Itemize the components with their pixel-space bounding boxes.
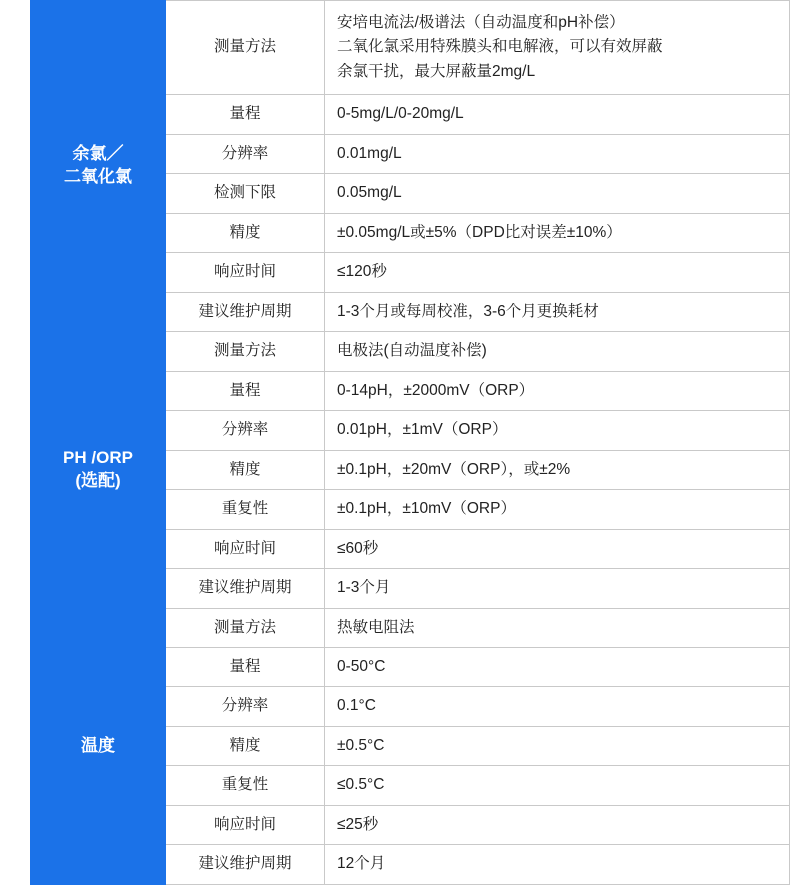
parameter-name: 精度	[166, 726, 325, 765]
parameter-value	[325, 174, 790, 213]
parameter-value-line: ±0.1pH，±20mV（ORP），或±2%	[337, 460, 571, 478]
parameter-value-line: 0.05mg/L	[337, 184, 402, 202]
specification-table	[30, 0, 790, 885]
parameter-value	[325, 95, 790, 134]
parameter-name: 响应时间	[166, 253, 325, 292]
parameter-name: 量程	[166, 648, 325, 687]
parameter-name: 检测下限	[166, 174, 325, 213]
parameter-value-line: 0-50°C	[337, 658, 386, 676]
parameter-name: 重复性	[166, 490, 325, 529]
group-label	[31, 608, 166, 884]
table-row	[31, 608, 790, 647]
parameter-name: 建议维护周期	[166, 292, 325, 331]
parameter-name: 测量方法	[166, 608, 325, 647]
parameter-value-line: 热敏电阻法	[337, 618, 415, 636]
parameter-value	[325, 490, 790, 529]
parameter-value	[325, 726, 790, 765]
parameter-value-line: ≤25秒	[337, 815, 379, 833]
parameter-value-line: 0.01pH，±1mV（ORP）	[337, 421, 508, 439]
parameter-value	[325, 253, 790, 292]
parameter-value	[325, 845, 790, 884]
parameter-value-line: 1-3个月或每周校准，3-6个月更换耗材	[337, 302, 599, 320]
group-label-line: PH /ORP	[63, 447, 133, 467]
parameter-value-line: 1-3个月	[337, 579, 391, 597]
parameter-name: 响应时间	[166, 529, 325, 568]
parameter-value-line: 二氧化氯采用特殊膜头和电解液，可以有效屏蔽	[337, 38, 663, 56]
parameter-value-line: ±0.1pH，±10mV（ORP）	[337, 500, 516, 518]
parameter-value	[325, 569, 790, 608]
group-label-line: (选配)	[75, 470, 121, 490]
parameter-value-line: ±0.5°C	[337, 736, 385, 754]
parameter-value-line: 12个月	[337, 855, 386, 873]
parameter-value-line: ≤60秒	[337, 539, 379, 557]
parameter-value	[325, 687, 790, 726]
parameter-value-line: 0-5mg/L/0-20mg/L	[337, 105, 464, 123]
parameter-value-line: ≤120秒	[337, 263, 387, 281]
parameter-name: 测量方法	[166, 1, 325, 95]
parameter-value-line: 0-14pH，±2000mV（ORP）	[337, 381, 535, 399]
parameter-value	[325, 766, 790, 805]
parameter-value-line: ±0.05mg/L或±5%（DPD比对误差±10%）	[337, 223, 622, 241]
parameter-name: 分辨率	[166, 411, 325, 450]
parameter-name: 测量方法	[166, 332, 325, 371]
parameter-value	[325, 1, 790, 95]
parameter-name: 量程	[166, 95, 325, 134]
parameter-name: 精度	[166, 450, 325, 489]
parameter-value	[325, 529, 790, 568]
parameter-value	[325, 411, 790, 450]
parameter-name: 分辨率	[166, 134, 325, 173]
group-label	[31, 1, 166, 332]
group-label-line: 余氯／	[72, 144, 124, 164]
parameter-value	[325, 332, 790, 371]
parameter-name: 建议维护周期	[166, 845, 325, 884]
parameter-name: 量程	[166, 371, 325, 410]
parameter-value	[325, 648, 790, 687]
parameter-name: 分辨率	[166, 687, 325, 726]
parameter-value	[325, 134, 790, 173]
parameter-name: 响应时间	[166, 805, 325, 844]
group-label-line: 二氧化氯	[64, 167, 132, 187]
parameter-value-line: 电极法(自动温度补偿)	[337, 342, 487, 360]
parameter-value	[325, 371, 790, 410]
parameter-value	[325, 608, 790, 647]
group-label-line: 温度	[81, 735, 115, 755]
group-label	[31, 332, 166, 608]
parameter-name: 精度	[166, 213, 325, 252]
parameter-value-line: 余氯干扰，最大屏蔽量2mg/L	[337, 62, 536, 80]
parameter-value	[325, 213, 790, 252]
table-row	[31, 332, 790, 371]
specification-table-body	[31, 1, 790, 885]
table-row	[31, 1, 790, 95]
parameter-value	[325, 450, 790, 489]
parameter-value-line: 0.1°C	[337, 697, 376, 715]
parameter-value-line: 0.01mg/L	[337, 144, 402, 162]
parameter-value	[325, 292, 790, 331]
parameter-name: 重复性	[166, 766, 325, 805]
parameter-name: 建议维护周期	[166, 569, 325, 608]
parameter-value	[325, 805, 790, 844]
parameter-value-line: 安培电流法/极谱法（自动温度和pH补偿）	[337, 14, 625, 31]
parameter-value-line: ≤0.5°C	[337, 776, 385, 794]
